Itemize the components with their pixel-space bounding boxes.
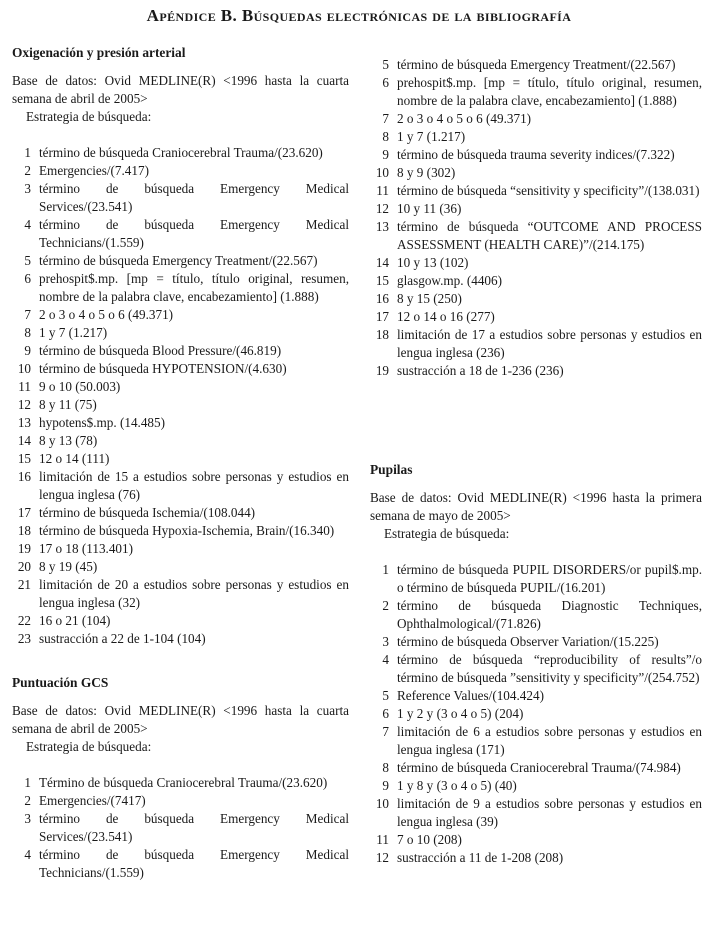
search-step-text: 8 y 15 (250) xyxy=(397,291,462,306)
search-step-text: término de búsqueda Emergency Medical Technicians/(1.559) xyxy=(39,217,349,250)
search-step xyxy=(12,270,349,306)
search-step-text: término de búsqueda “OUTCOME AND PROCESS ASSESSMENT (HEALTH CARE)”/(214.175) xyxy=(397,219,702,252)
search-step-text: limitación de 15 a estudios sobre personas y estudios en lengua inglesa (76) xyxy=(39,469,349,502)
search-step xyxy=(370,687,702,705)
left-column xyxy=(12,44,349,882)
search-step-number: 10 xyxy=(375,796,389,811)
search-step-number: 18 xyxy=(17,523,31,538)
search-step xyxy=(12,450,349,468)
search-step xyxy=(370,182,702,200)
section-spacer xyxy=(12,648,349,674)
search-step-number: 7 xyxy=(24,307,31,322)
search-step xyxy=(370,218,702,254)
search-step-text: 2 o 3 o 4 o 5 o 6 (49.371) xyxy=(39,307,174,322)
search-step-text: término de búsqueda “sensitivity y specificity”/(138.031) xyxy=(397,183,700,198)
search-step-text: término de búsqueda “reproducibility of results”/o término de búsqueda ”sensitivity y specificity”/(254.752) xyxy=(397,652,702,685)
search-step-number: 12 xyxy=(375,201,389,216)
search-step-text: limitación de 20 a estudios sobre personas y estudios en lengua inglesa (32) xyxy=(39,577,349,610)
search-step xyxy=(12,432,349,450)
search-step-text: término de búsqueda Craniocerebral Trauma/(74.984) xyxy=(397,760,681,775)
search-step xyxy=(12,342,349,360)
search-step-number: 18 xyxy=(375,327,389,342)
search-step xyxy=(370,272,702,290)
search-step xyxy=(12,306,349,324)
search-step-number: 19 xyxy=(375,363,389,378)
search-step xyxy=(370,597,702,633)
search-step-number: 6 xyxy=(382,75,389,90)
search-step-number: 9 xyxy=(382,778,389,793)
search-step xyxy=(370,110,702,128)
search-step-text: término de búsqueda Emergency Treatment/(22.567) xyxy=(39,253,318,268)
search-step-text: 16 o 21 (104) xyxy=(39,613,111,628)
search-step-text: término de búsqueda Diagnostic Techniques, Ophthalmological/(71.826) xyxy=(397,598,702,631)
search-step-number: 4 xyxy=(382,652,389,667)
search-step xyxy=(12,396,349,414)
search-step-text: 2 o 3 o 4 o 5 o 6 (49.371) xyxy=(397,111,532,126)
search-step xyxy=(12,378,349,396)
search-step xyxy=(370,633,702,651)
strategy-label: Estrategia de búsqueda: xyxy=(26,739,152,754)
search-step xyxy=(370,759,702,777)
search-step-text: 12 o 14 o 16 (277) xyxy=(397,309,495,324)
search-step xyxy=(12,144,349,162)
search-step-text: 7 o 10 (208) xyxy=(397,832,462,847)
search-step xyxy=(12,504,349,522)
search-step xyxy=(12,540,349,558)
search-step-text: término de búsqueda Emergency Medical Services/(23.541) xyxy=(39,811,349,844)
search-step-text: limitación de 6 a estudios sobre personas y estudios en lengua inglesa (171) xyxy=(397,724,702,757)
search-step-text: 1 y 7 (1.217) xyxy=(39,325,108,340)
search-step-number: 9 xyxy=(24,343,31,358)
search-step xyxy=(12,324,349,342)
search-step-number: 3 xyxy=(24,181,31,196)
search-step-text: término de búsqueda Observer Variation/(15.225) xyxy=(397,634,659,649)
section-heading: Pupilas xyxy=(370,462,413,477)
search-step-number: 4 xyxy=(24,217,31,232)
search-step-text: 8 y 13 (78) xyxy=(39,433,98,448)
search-step xyxy=(370,561,702,597)
search-step-number: 3 xyxy=(382,634,389,649)
search-step-text: Término de búsqueda Craniocerebral Trauma/(23.620) xyxy=(39,775,328,790)
search-step-number: 7 xyxy=(382,111,389,126)
search-step xyxy=(12,162,349,180)
search-step xyxy=(370,651,702,687)
search-step-text: término de búsqueda Emergency Medical Services/(23.541) xyxy=(39,181,349,214)
search-step-text: 10 y 13 (102) xyxy=(397,255,469,270)
search-step-number: 17 xyxy=(375,309,389,324)
search-step-text: 1 y 8 y (3 o 4 o 5) (40) xyxy=(397,778,517,793)
search-step-number: 8 xyxy=(382,760,389,775)
search-step-number: 10 xyxy=(17,361,31,376)
right-column-pupilas xyxy=(370,461,702,867)
strategy-label: Estrategia de búsqueda: xyxy=(384,526,510,541)
search-step-text: 9 o 10 (50.003) xyxy=(39,379,121,394)
strategy-label: Estrategia de búsqueda: xyxy=(26,109,152,124)
section-heading: Oxigenación y presión arterial xyxy=(12,45,186,60)
section-pupilas xyxy=(370,461,702,867)
search-step-text: 1 y 2 y (3 o 4 o 5) (204) xyxy=(397,706,524,721)
search-step xyxy=(12,252,349,270)
search-strategy-list xyxy=(370,561,702,867)
search-step-number: 11 xyxy=(376,832,389,847)
search-step-number: 22 xyxy=(17,613,31,628)
search-step xyxy=(370,849,702,867)
search-step-text: 8 y 9 (302) xyxy=(397,165,456,180)
search-strategy-list-continued xyxy=(370,56,702,380)
database-description: Base de datos: Ovid MEDLINE(R) <1996 hasta la primera semana de mayo de 2005> xyxy=(370,490,702,523)
search-step-number: 5 xyxy=(24,253,31,268)
search-step-number: 21 xyxy=(17,577,31,592)
search-step-number: 15 xyxy=(17,451,31,466)
search-step-text: término de búsqueda Blood Pressure/(46.819) xyxy=(39,343,282,358)
search-step-text: prehospit$.mp. [mp = título, título original, resumen, nombre de la palabra clave, encabezamiento] (1.888) xyxy=(39,271,349,304)
search-step xyxy=(370,290,702,308)
search-step-number: 2 xyxy=(24,793,31,808)
search-step xyxy=(370,200,702,218)
search-step xyxy=(12,774,349,792)
section-oxigenacion xyxy=(12,44,349,648)
search-step-text: 1 y 7 (1.217) xyxy=(397,129,466,144)
search-step-number: 3 xyxy=(24,811,31,826)
search-step-text: limitación de 17 a estudios sobre personas y estudios en lengua inglesa (236) xyxy=(397,327,702,360)
search-step-text: sustracción a 18 de 1-236 (236) xyxy=(397,363,564,378)
search-step xyxy=(12,576,349,612)
search-step-number: 1 xyxy=(382,562,389,577)
search-step-number: 8 xyxy=(382,129,389,144)
search-step-number: 23 xyxy=(17,631,31,646)
search-step-text: término de búsqueda Emergency Treatment/(22.567) xyxy=(397,57,676,72)
search-step-number: 13 xyxy=(17,415,31,430)
search-step-text: 12 o 14 (111) xyxy=(39,451,110,466)
search-step-number: 15 xyxy=(375,273,389,288)
section-heading: Puntuación GCS xyxy=(12,675,109,690)
search-step-number: 14 xyxy=(375,255,389,270)
search-step xyxy=(12,846,349,882)
section-gcs xyxy=(12,674,349,882)
search-step-text: término de búsqueda Hypoxia-Ischemia, Brain/(16.340) xyxy=(39,523,335,538)
search-step-number: 19 xyxy=(17,541,31,556)
search-step xyxy=(12,558,349,576)
search-step-text: limitación de 9 a estudios sobre personas y estudios en lengua inglesa (39) xyxy=(397,796,702,829)
search-step-number: 10 xyxy=(375,165,389,180)
search-step-text: Emergencies/(7.417) xyxy=(39,163,149,178)
search-step xyxy=(370,308,702,326)
search-step-text: término de búsqueda Ischemia/(108.044) xyxy=(39,505,256,520)
search-step-number: 4 xyxy=(24,847,31,862)
search-step-text: término de búsqueda PUPIL DISORDERS/or pupil$.mp. o término de búsqueda PUPIL/(16.201) xyxy=(397,562,702,595)
search-step xyxy=(12,612,349,630)
search-step-number: 5 xyxy=(382,57,389,72)
database-description: Base de datos: Ovid MEDLINE(R) <1996 hasta la cuarta semana de abril de 2005> xyxy=(12,703,349,736)
search-step xyxy=(370,777,702,795)
search-step-number: 2 xyxy=(24,163,31,178)
search-step-text: sustracción a 22 de 1-104 (104) xyxy=(39,631,206,646)
search-step xyxy=(370,56,702,74)
search-step xyxy=(12,468,349,504)
search-step-text: 8 y 11 (75) xyxy=(39,397,97,412)
search-step-text: Reference Values/(104.424) xyxy=(397,688,544,703)
search-step xyxy=(370,795,702,831)
search-step xyxy=(370,831,702,849)
search-step xyxy=(370,254,702,272)
search-step-number: 20 xyxy=(17,559,31,574)
search-step-number: 6 xyxy=(382,706,389,721)
search-step-number: 16 xyxy=(375,291,389,306)
search-step xyxy=(370,723,702,759)
search-step-number: 11 xyxy=(18,379,31,394)
search-step xyxy=(12,360,349,378)
search-step-number: 11 xyxy=(376,183,389,198)
search-step-number: 6 xyxy=(24,271,31,286)
search-step-number: 7 xyxy=(382,724,389,739)
search-step xyxy=(12,810,349,846)
search-step-text: 10 y 11 (36) xyxy=(397,201,462,216)
search-step-text: término de búsqueda HYPOTENSION/(4.630) xyxy=(39,361,287,376)
search-step-number: 17 xyxy=(17,505,31,520)
search-step xyxy=(370,164,702,182)
search-step-text: término de búsqueda trauma severity indices/(7.322) xyxy=(397,147,675,162)
search-strategy-list xyxy=(12,144,349,648)
search-step xyxy=(370,362,702,380)
search-step-text: sustracción a 11 de 1-208 (208) xyxy=(397,850,564,865)
search-step-number: 14 xyxy=(17,433,31,448)
search-step-text: prehospit$.mp. [mp = título, título original, resumen, nombre de la palabra clave, encabezamiento] (1.888) xyxy=(397,75,702,108)
search-step-text: hypotens$.mp. (14.485) xyxy=(39,415,166,430)
search-step xyxy=(12,180,349,216)
search-step xyxy=(370,705,702,723)
search-step-number: 2 xyxy=(382,598,389,613)
search-step xyxy=(12,522,349,540)
search-step-text: Emergencies/(7417) xyxy=(39,793,146,808)
right-column-continuation xyxy=(370,56,702,380)
search-step-text: 8 y 19 (45) xyxy=(39,559,98,574)
search-step-number: 8 xyxy=(24,325,31,340)
search-step-number: 13 xyxy=(375,219,389,234)
page-title: Apéndice B. Búsquedas electrónicas de la bibliografía xyxy=(146,6,572,25)
search-step-number: 12 xyxy=(375,850,389,865)
search-strategy-list xyxy=(12,774,349,882)
search-step-number: 9 xyxy=(382,147,389,162)
search-step-number: 1 xyxy=(24,145,31,160)
search-step-number: 1 xyxy=(24,775,31,790)
search-step-number: 16 xyxy=(17,469,31,484)
search-step-text: 17 o 18 (113.401) xyxy=(39,541,134,556)
search-step-text: glasgow.mp. (4406) xyxy=(397,273,502,288)
search-step-text: término de búsqueda Craniocerebral Trauma/(23.620) xyxy=(39,145,323,160)
search-step-number: 5 xyxy=(382,688,389,703)
search-step xyxy=(12,414,349,432)
search-step-text: término de búsqueda Emergency Medical Technicians/(1.559) xyxy=(39,847,349,880)
search-step xyxy=(12,792,349,810)
search-step xyxy=(12,216,349,252)
search-step-number: 12 xyxy=(17,397,31,412)
search-step xyxy=(370,326,702,362)
search-step xyxy=(12,630,349,648)
search-step xyxy=(370,146,702,164)
search-step xyxy=(370,74,702,110)
database-description: Base de datos: Ovid MEDLINE(R) <1996 hasta la cuarta semana de abril de 2005> xyxy=(12,73,349,106)
search-step xyxy=(370,128,702,146)
